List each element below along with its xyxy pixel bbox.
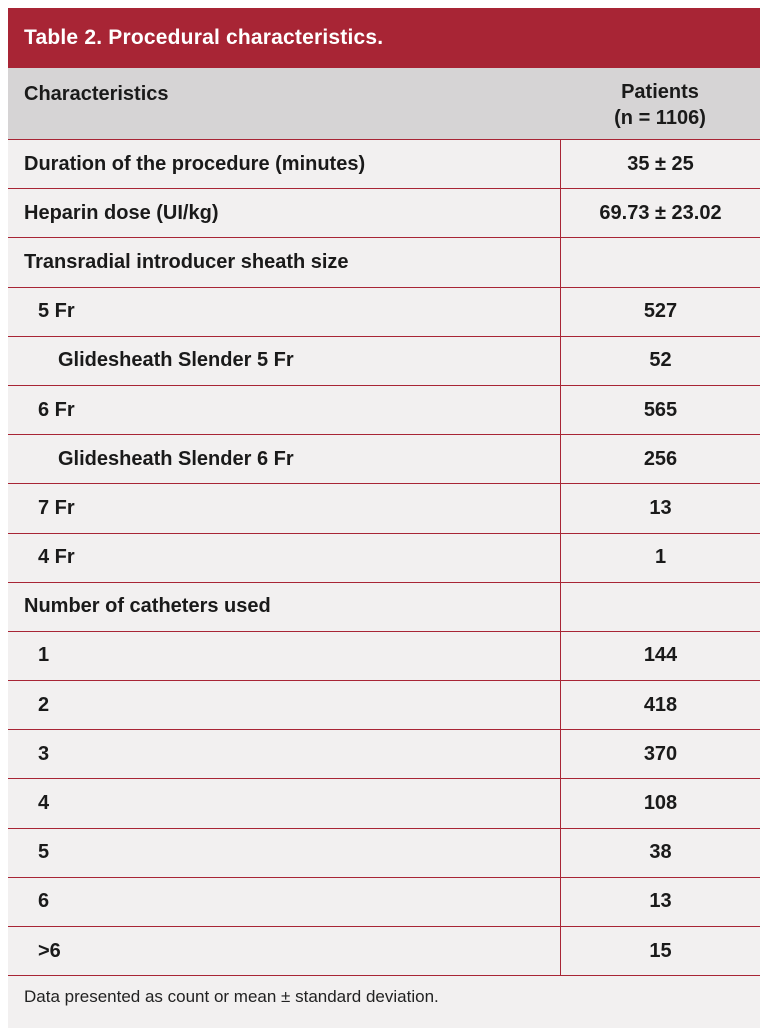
table-row: [8, 730, 760, 779]
row-label: Glidesheath Slender 5 Fr: [58, 349, 294, 372]
row-value: 15: [560, 927, 760, 975]
column-header-patients: [560, 68, 760, 139]
table-row: [8, 435, 760, 484]
table-row: [8, 583, 760, 632]
row-label: Heparin dose (UI/kg): [24, 201, 219, 224]
row-label: 1: [38, 644, 50, 667]
table-body: [8, 140, 760, 976]
table-row: [8, 288, 760, 337]
row-label: 6: [38, 890, 50, 913]
row-label: 5: [38, 841, 50, 864]
column-header-patients-count: (n = 1106): [614, 107, 706, 129]
row-label: Duration of the procedure (minutes): [24, 152, 366, 175]
row-label: 5 Fr: [38, 300, 75, 323]
row-value: [560, 238, 760, 286]
table-row: [8, 632, 760, 681]
table-row: [8, 189, 760, 238]
row-label: 4 Fr: [38, 546, 75, 569]
row-value: 370: [560, 730, 760, 778]
row-value: 38: [560, 829, 760, 877]
row-value: 418: [560, 681, 760, 729]
row-label: 7 Fr: [38, 496, 75, 519]
table-row: [8, 534, 760, 583]
row-label: >6: [38, 939, 61, 962]
row-label: 3: [38, 742, 50, 765]
table-row: [8, 140, 760, 189]
row-value: 69.73 ± 23.02: [560, 189, 760, 237]
row-value: 527: [560, 288, 760, 336]
row-label: Glidesheath Slender 6 Fr: [58, 447, 294, 470]
table-title-bar: [8, 8, 760, 68]
column-header-patients-label: Patients: [621, 81, 699, 103]
table-header-row: [8, 68, 760, 140]
row-value: 144: [560, 632, 760, 680]
row-value: 256: [560, 435, 760, 483]
row-value: 13: [560, 484, 760, 532]
row-label: 4: [38, 792, 50, 815]
table-row: [8, 681, 760, 730]
table-row: [8, 927, 760, 976]
row-value: 13: [560, 878, 760, 926]
table-container: [8, 8, 760, 1028]
column-header-characteristics: Characteristics: [24, 83, 169, 105]
row-value: 565: [560, 386, 760, 434]
row-value: 52: [560, 337, 760, 385]
row-label: 2: [38, 693, 50, 716]
row-value: [560, 583, 760, 631]
table-row: [8, 238, 760, 287]
table-row: [8, 337, 760, 386]
row-label: Number of catheters used: [24, 595, 271, 618]
row-value: 35 ± 25: [560, 140, 760, 188]
table-row: [8, 878, 760, 927]
table-title: Table 2. Procedural characteristics.: [24, 26, 384, 49]
row-label: Transradial introducer sheath size: [24, 250, 349, 273]
table-row: [8, 484, 760, 533]
row-value: 108: [560, 779, 760, 827]
row-value: 1: [560, 534, 760, 582]
table-row: [8, 829, 760, 878]
row-label: 6 Fr: [38, 398, 75, 421]
table-row: [8, 386, 760, 435]
table-footnote: Data presented as count or mean ± standard deviation.: [24, 987, 439, 1007]
table-row: [8, 779, 760, 828]
